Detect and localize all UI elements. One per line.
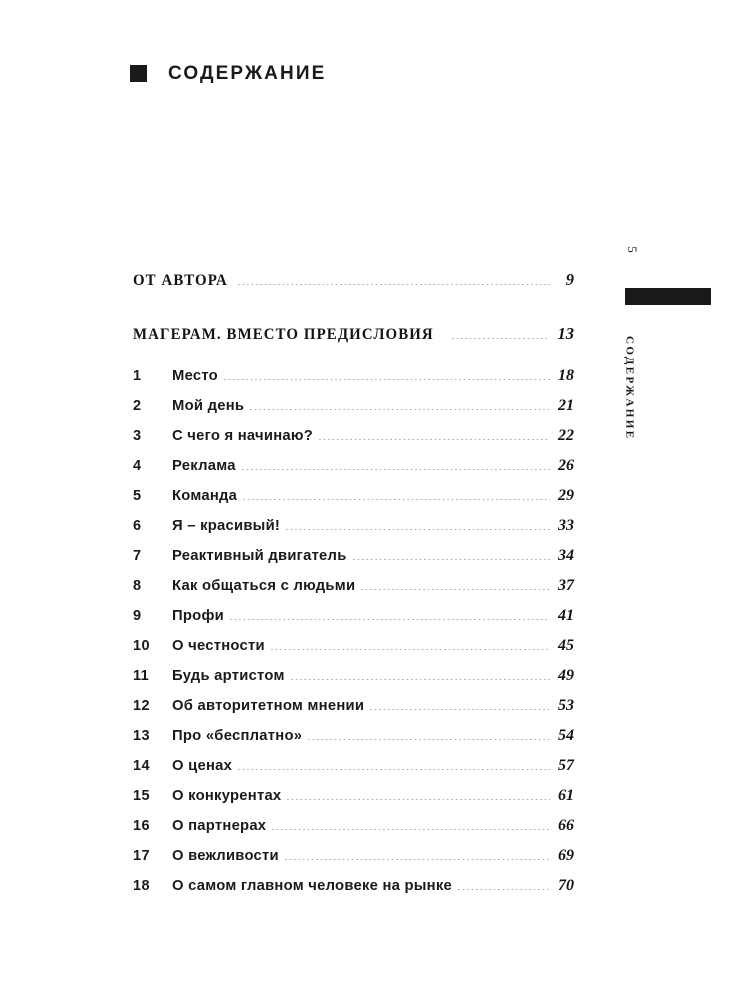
dot-leader — [286, 529, 550, 530]
toc-chapter-number: 6 — [133, 518, 142, 534]
toc-chapter-title: О самом главном человеке на рынке — [172, 878, 452, 894]
toc-chapter-row[interactable] — [133, 728, 574, 758]
toc-chapter-title: О вежливости — [172, 848, 279, 864]
dot-leader — [250, 409, 550, 410]
dot-leader — [271, 649, 550, 650]
toc-chapter-number: 3 — [133, 428, 142, 444]
toc-chapter-row[interactable] — [133, 758, 574, 788]
toc-chapter-page: 18 — [558, 367, 574, 384]
dot-leader — [272, 829, 550, 830]
toc-chapter-title: С чего я начинаю? — [172, 428, 314, 444]
toc-chapter-row[interactable] — [133, 848, 574, 878]
toc-section-row[interactable] — [133, 272, 574, 290]
toc-sections — [133, 272, 574, 344]
running-head — [614, 336, 644, 496]
spacer — [133, 344, 574, 368]
toc-chapter-page: 41 — [558, 607, 574, 624]
dot-leader — [458, 889, 550, 890]
toc-chapter-page: 49 — [558, 667, 574, 684]
toc-chapter-row[interactable] — [133, 488, 574, 518]
toc-chapter-title: Реклама — [172, 458, 236, 474]
toc-chapter-number: 18 — [133, 878, 150, 894]
toc-chapter-row[interactable] — [133, 698, 574, 728]
dot-leader — [224, 379, 550, 380]
toc-chapter-page: 45 — [558, 637, 574, 654]
page-header — [130, 64, 326, 83]
toc-chapter-title: О партнерах — [172, 818, 267, 834]
spacer — [133, 290, 574, 326]
toc-section-page: 9 — [565, 270, 574, 289]
toc-chapter-number: 8 — [133, 578, 142, 594]
toc-chapter-number: 14 — [133, 758, 150, 774]
toc-chapter-row[interactable] — [133, 398, 574, 428]
toc-chapter-row[interactable] — [133, 458, 574, 488]
dot-leader — [230, 619, 550, 620]
toc-chapter-number: 4 — [133, 458, 142, 474]
dot-leader — [370, 709, 550, 710]
folio-page-number — [619, 236, 645, 262]
toc-chapter-number: 10 — [133, 638, 150, 654]
toc-chapter-page: 61 — [558, 787, 574, 804]
toc-section-title: МАГЕРАМ. ВМЕСТО ПРЕДИСЛОВИЯ — [133, 326, 434, 343]
page-title: СОДЕРЖАНИЕ — [168, 63, 327, 84]
toc-chapter-number: 16 — [133, 818, 150, 834]
toc-chapter-title: Место — [172, 368, 218, 384]
folio-value: 5 — [624, 245, 640, 253]
toc-chapter-row[interactable] — [133, 668, 574, 698]
toc-chapter-row[interactable] — [133, 548, 574, 578]
dot-leader — [319, 439, 550, 440]
toc-chapter-page: 22 — [558, 427, 574, 444]
toc-chapter-number: 9 — [133, 608, 142, 624]
dot-leader — [238, 284, 550, 285]
running-head-label: СОДЕРЖАНИЕ — [623, 336, 636, 441]
toc-chapter-title: Про «бесплатно» — [172, 728, 303, 744]
toc-chapter-page: 26 — [558, 457, 574, 474]
toc-chapter-row[interactable] — [133, 608, 574, 638]
toc-chapter-page: 34 — [558, 547, 574, 564]
toc-chapter-row[interactable] — [133, 368, 574, 398]
toc-chapter-row[interactable] — [133, 518, 574, 548]
toc-chapter-number: 7 — [133, 548, 142, 564]
toc-chapter-number: 11 — [133, 668, 150, 684]
toc-chapter-page: 29 — [558, 487, 574, 504]
toc-chapter-number: 2 — [133, 398, 142, 414]
dot-leader — [285, 859, 550, 860]
toc-chapter-number: 12 — [133, 698, 150, 714]
toc-section-row[interactable] — [133, 326, 574, 344]
toc-chapter-title: О ценах — [172, 758, 233, 774]
toc-chapter-page: 53 — [558, 697, 574, 714]
dot-leader — [242, 469, 550, 470]
toc-chapter-title: О честности — [172, 638, 265, 654]
toc-chapter-number: 1 — [133, 368, 142, 384]
dot-leader — [243, 499, 550, 500]
dot-leader — [361, 589, 550, 590]
toc-chapter-page: 70 — [558, 877, 574, 894]
toc-chapter-page: 54 — [558, 727, 574, 744]
toc-chapter-page: 21 — [558, 397, 574, 414]
toc-chapter-title: Как общаться с людьми — [172, 578, 356, 594]
toc-chapter-title: Профи — [172, 608, 225, 624]
toc-chapter-number: 13 — [133, 728, 150, 744]
toc-chapter-title: Об авторитетном мнении — [172, 698, 365, 714]
toc-chapter-title: Мой день — [172, 398, 245, 414]
toc-chapter-title: Будь артистом — [172, 668, 285, 684]
black-square-icon — [130, 65, 147, 82]
toc-section-title: ОТ АВТОРА — [133, 272, 228, 289]
toc-chapter-row[interactable] — [133, 878, 574, 908]
toc-chapter-row[interactable] — [133, 788, 574, 818]
toc-chapter-page: 57 — [558, 757, 574, 774]
margin-rule-bar — [625, 288, 711, 305]
dot-leader — [291, 679, 550, 680]
toc-section-page: 13 — [557, 324, 574, 343]
toc-chapter-row[interactable] — [133, 428, 574, 458]
dot-leader — [308, 739, 550, 740]
toc-chapter-row[interactable] — [133, 638, 574, 668]
toc-list — [133, 272, 574, 908]
toc-chapter-page: 66 — [558, 817, 574, 834]
toc-chapter-page: 69 — [558, 847, 574, 864]
toc-chapter-row[interactable] — [133, 818, 574, 848]
toc-chapter-title: Я – красивый! — [172, 518, 281, 534]
toc-chapter-row[interactable] — [133, 578, 574, 608]
dot-leader — [287, 799, 550, 800]
toc-chapter-title: Команда — [172, 488, 238, 504]
toc-chapters — [133, 368, 574, 908]
toc-chapter-number: 15 — [133, 788, 150, 804]
toc-chapter-page: 37 — [558, 577, 574, 594]
toc-chapter-page: 33 — [558, 517, 574, 534]
dot-leader — [452, 338, 550, 339]
dot-leader — [353, 559, 550, 560]
dot-leader — [238, 769, 550, 770]
toc-chapter-number: 17 — [133, 848, 150, 864]
toc-chapter-number: 5 — [133, 488, 142, 504]
toc-chapter-title: Реактивный двигатель — [172, 548, 347, 564]
toc-chapter-title: О конкурентах — [172, 788, 282, 804]
